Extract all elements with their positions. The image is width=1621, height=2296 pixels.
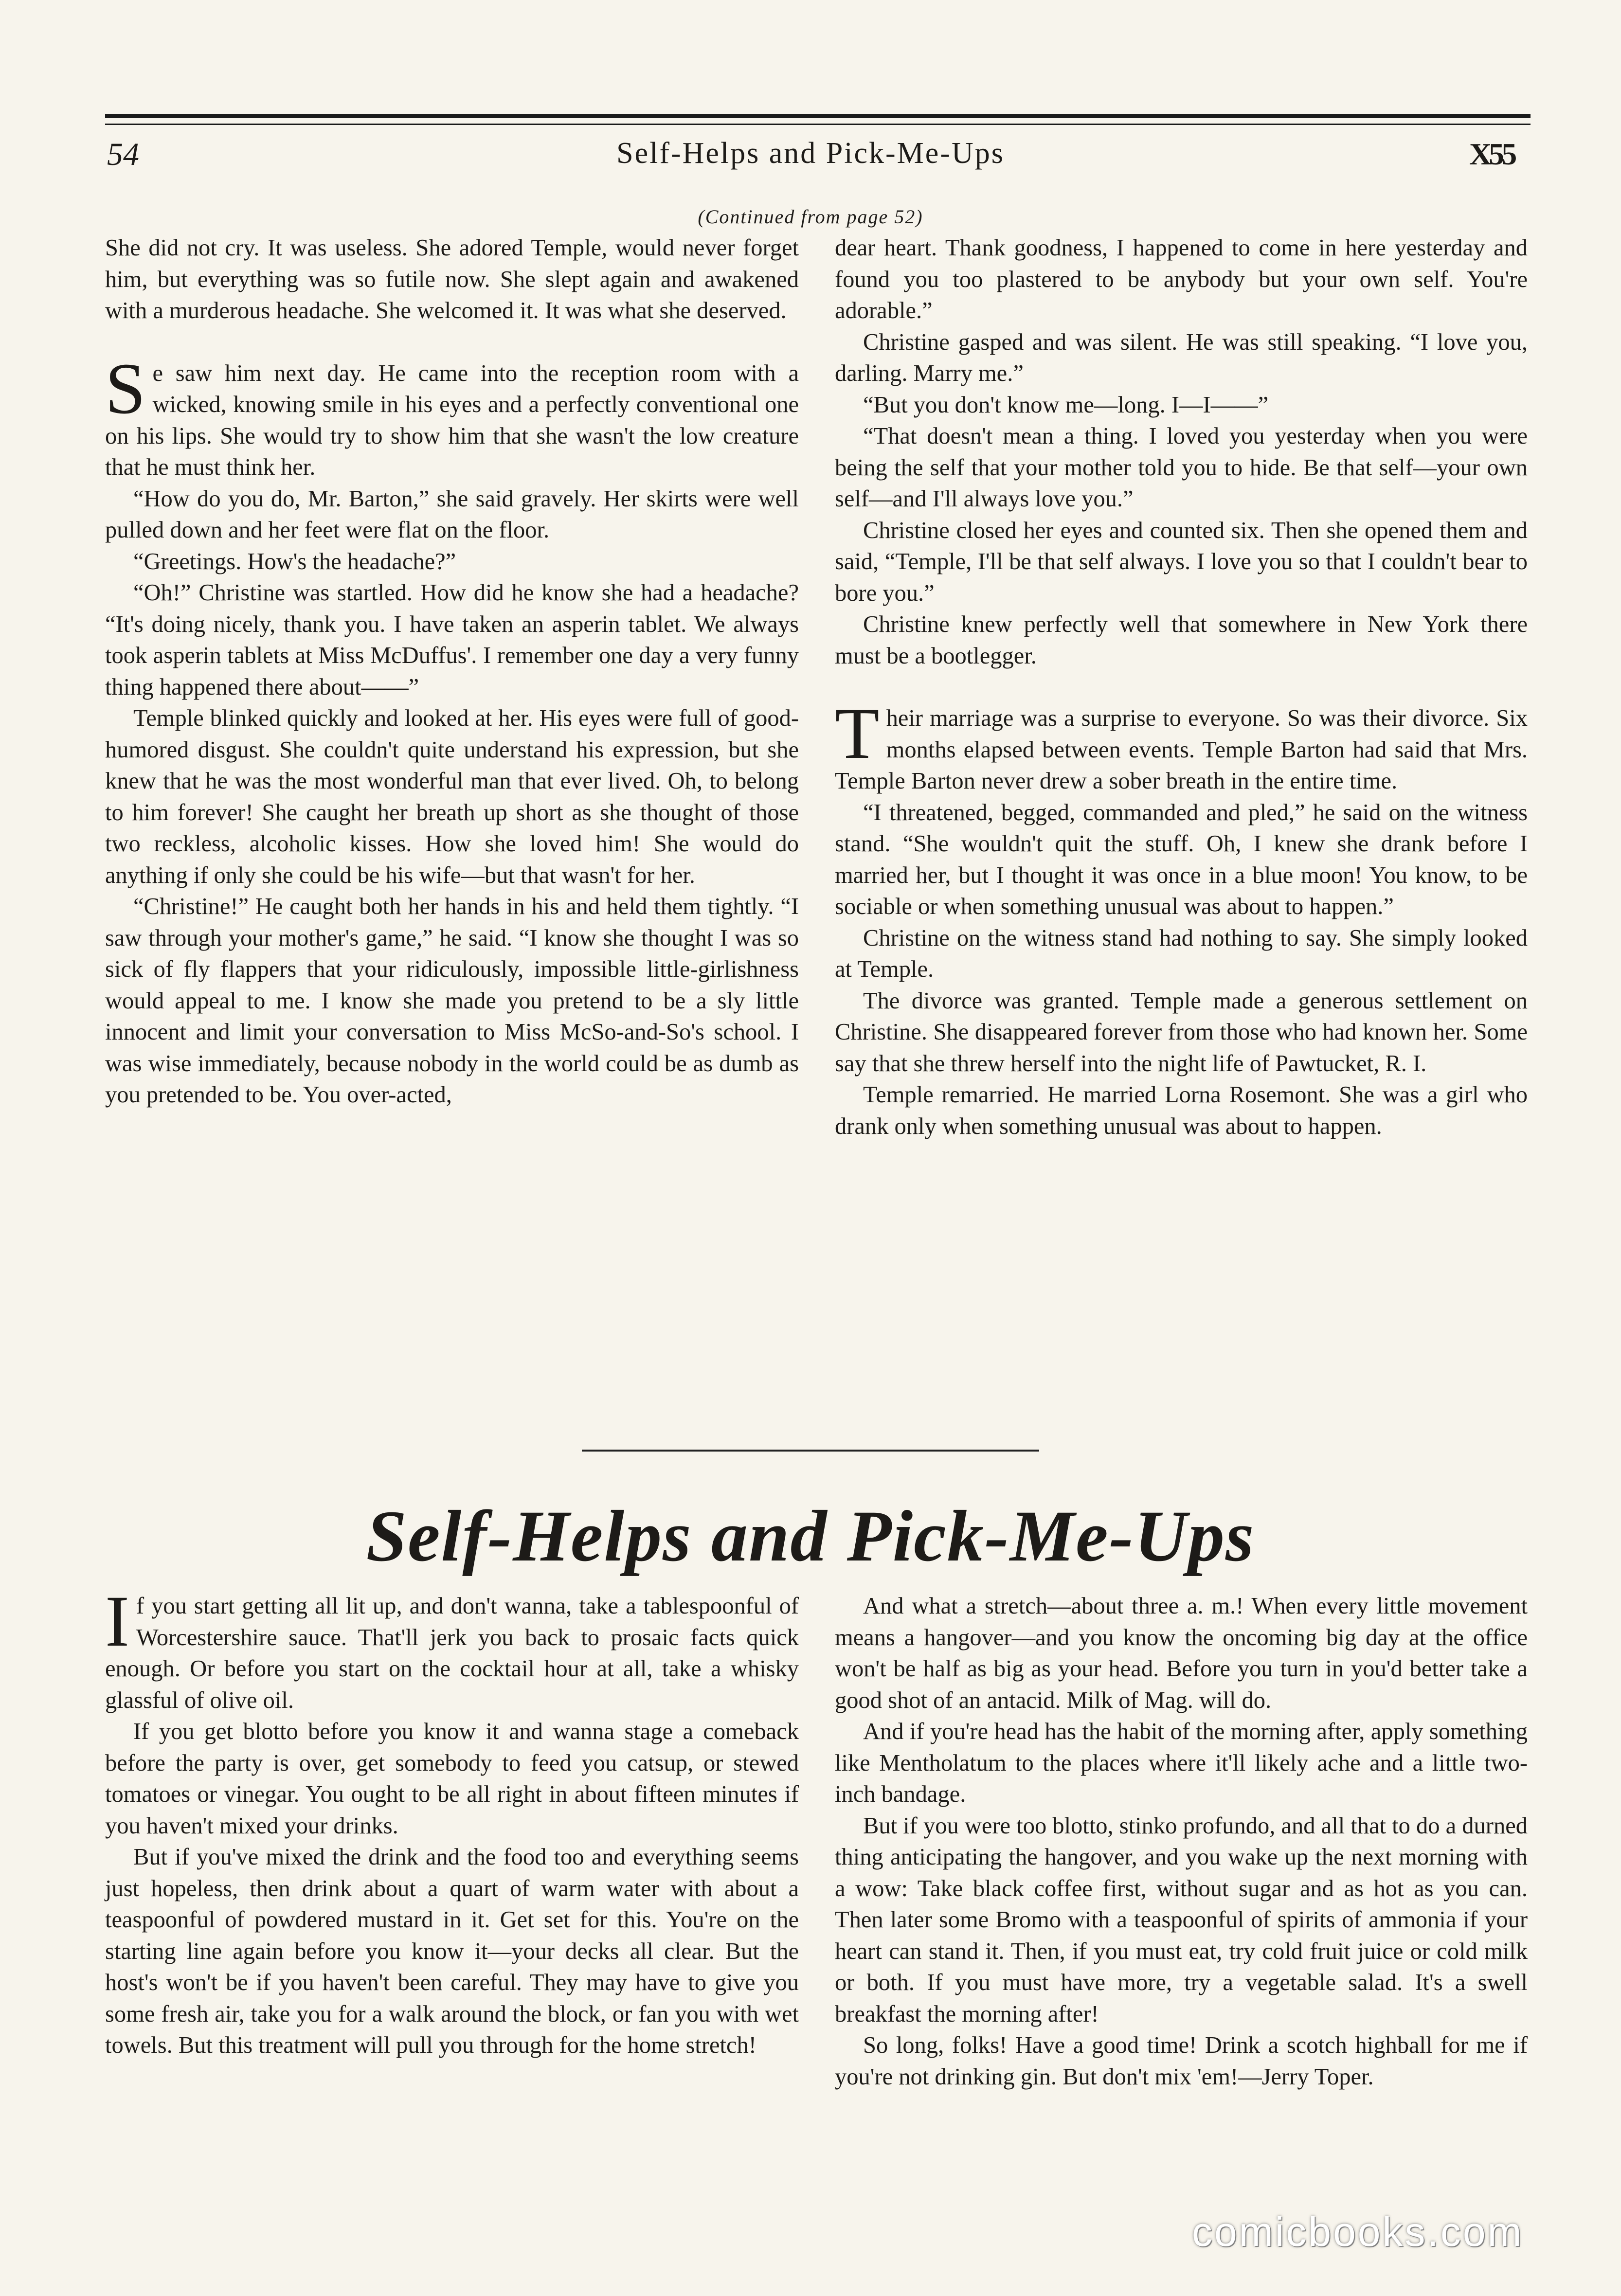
- story-column-1: [105, 233, 799, 1111]
- header-rule-thick: [105, 114, 1531, 118]
- drop-cap: T: [835, 693, 880, 774]
- paragraph: Christine gasped and was silent. He was still speaking. “I love you, darling. Marry me.”: [835, 329, 1528, 386]
- paragraph: “That doesn't mean a thing. I loved you yesterday when you were being the self that your mother told you to hide. Be that self—your own self—and I'll always love you.”: [835, 423, 1528, 512]
- magazine-logo: X55: [1469, 137, 1514, 171]
- paragraph: “Greetings. How's the headache?”: [133, 548, 456, 574]
- paragraph: If you get blotto before you know it and wanna stage a comeback before the party is over, get somebody to feed you catsup, or stewed tomatoes or vinegar. You ought to be all right in about fifteen minutes if you haven't mixed your drinks.: [105, 1719, 799, 1839]
- article-title: Self-Helps and Pick-Me-Ups: [366, 1496, 1255, 1577]
- paragraph-dropcap: [835, 693, 1528, 797]
- paragraph: And if you're head has the habit of the morning after, apply something like Mentholatum to the places where it'll likely ache and a little two-inch bandage.: [835, 1719, 1528, 1807]
- paragraph-dropcap: [105, 1581, 799, 1716]
- paragraph: The divorce was granted. Temple made a generous settlement on Christine. She disappeared forever from those who had known her. Some say that she threw herself into the night life of Pawtucket, R. I.: [835, 987, 1528, 1076]
- paragraph: “But you don't know me—long. I—I——”: [863, 392, 1269, 418]
- paragraph: Christine closed her eyes and counted six. Then she opened them and said, “Temple, I'll be that self always. I love you so that I couldn't bear to bore you.”: [835, 517, 1528, 606]
- paragraph: She did not cry. It was useless. She adored Temple, would never forget him, but everything was so futile now. She slept again and awakened with a murderous headache. She welcomed it. It was what she deserved.: [105, 235, 799, 323]
- paragraph: “Oh!” Christine was startled. How did he know she had a headache? “It's doing nicely, thank you. I have taken an asperin tablet. We always took asperin tablets at Miss McDuffus'. I remember one day a very funny thing happened there about——”: [105, 580, 799, 700]
- paragraph: Christine on the witness stand had nothing to say. She simply looked at Temple.: [835, 925, 1528, 982]
- drop-cap: I: [105, 1581, 129, 1662]
- article-column-1: [105, 1581, 799, 2062]
- continued-note: (Continued from page 52): [698, 206, 923, 228]
- paragraph-dropcap: [105, 348, 799, 484]
- article-column-2: [835, 1591, 1528, 2093]
- paragraph: So long, folks! Have a good time! Drink a scotch highball for me if you're not drinking gin. But don't mix 'em!—Jerry Toper.: [835, 2032, 1528, 2090]
- page-number: 54: [107, 137, 139, 172]
- paragraph-text: e saw him next day. He came into the reception room with a wicked, knowing smile in his eyes and a perfectly conventional one on his lips. She would try to show him that she wasn't the low creature that he must think her.: [105, 360, 799, 480]
- paragraph-text: f you start getting all lit up, and don't wanna, take a tablespoonful of Worcestershire sauce. That'll jerk you back to prosaic facts quick enough. Or before you start on the cocktail hour at all, take a whisky glassful of olive oil.: [105, 1593, 799, 1713]
- paragraph: Christine knew perfectly well that somewhere in New York there must be a bootlegger.: [835, 611, 1528, 669]
- paragraph: “How do you do, Mr. Barton,” she said gravely. Her skirts were well pulled down and her feet were flat on the floor.: [105, 485, 799, 543]
- paragraph: dear heart. Thank goodness, I happened to come in here yesterday and found you too plastered to be anybody but your own self. You're adorable.”: [835, 235, 1528, 323]
- story-column-2: [835, 233, 1528, 1142]
- paragraph-text: heir marriage was a surprise to everyone. So was their divorce. Six months elapsed between events. Temple Barton had said that Mrs. Temple Barton never drew a sober breath in the entire time.: [835, 705, 1528, 794]
- section-divider: [582, 1450, 1039, 1452]
- drop-cap: S: [105, 348, 146, 429]
- paragraph: Temple remarried. He married Lorna Rosemont. She was a girl who drank only when something unusual was about to happen.: [835, 1082, 1528, 1139]
- running-header-title: Self-Helps and Pick-Me-Ups: [616, 137, 1005, 170]
- paragraph: But if you were too blotto, stinko profundo, and all that to do a durned thing anticipating the hangover, and you wake up the next morning with a wow: Take black coffee first, without sugar and as hot as you can. Then later some Bromo with a teaspoonful of spirits of ammonia if your heart can stand it. Then, if you must eat, try cold fruit juice or cold milk or both. If you must have more, try a vegetable salad. It's a swell breakfast the morning after!: [835, 1812, 1528, 2027]
- paragraph: Temple blinked quickly and looked at her. His eyes were full of good-humored disgust. She couldn't quite understand his expression, but she knew that he was the most wonderful man that ever lived. Oh, to belong to him forever! She caught her breath up short as she thought of those two reckless, alcoholic kisses. How she loved him! She would do anything if only she could be his wife—but that wasn't for her.: [105, 705, 799, 888]
- paragraph: “I threatened, begged, commanded and pled,” he said on the witness stand. “She wouldn't quit the stuff. Oh, I knew she drank before I married her, but I thought it was once in a blue moon! You know, to be sociable or when something unusual was about to happen.”: [835, 799, 1528, 919]
- header-rule-thin: [105, 124, 1531, 125]
- watermark: comicbooks.com: [1192, 2209, 1524, 2255]
- paragraph: “Christine!” He caught both her hands in his and held them tightly. “I saw through your mother's game,” he said. “I know she thought I was so sick of fly flappers that your ridiculously, impossible little-girlishness would appeal to me. I know she made you pretend to be a sly little innocent and limit your conversation to Miss McSo-and-So's school. I was wise immediately, because nobody in the world could be as dumb as you pretended to be. You over-acted,: [105, 894, 799, 1108]
- paragraph: And what a stretch—about three a. m.! When every little movement means a hangover—and you know the oncoming big day at the office won't be half as big as your head. Before you turn in you'd better take a good shot of an antacid. Milk of Mag. will do.: [835, 1593, 1528, 1713]
- paragraph: But if you've mixed the drink and the food too and everything seems just hopeless, then drink about a quart of warm water with about a teaspoonful of powdered mustard in it. Get set for this. You're on the starting line again before you know it—your decks all clear. But the host's won't be if you haven't been careful. They may have to give you some fresh air, take you for a walk around the block, or fan you with wet towels. But this treatment will pull you through for the home stretch!: [105, 1844, 799, 2058]
